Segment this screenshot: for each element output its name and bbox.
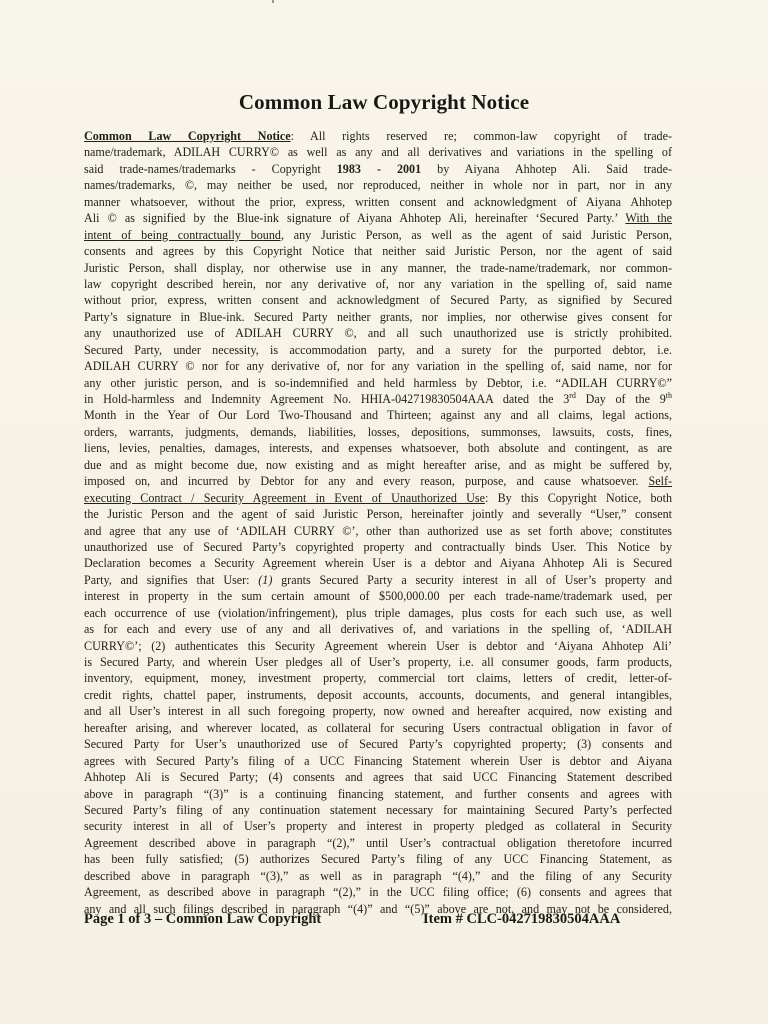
body-line xyxy=(84,720,672,736)
body-line xyxy=(84,621,672,637)
body-text-segment: security interest in all of User’s property and interest in property pledged as collateral in Security xyxy=(84,819,672,834)
body-line xyxy=(84,555,672,571)
body-line xyxy=(84,227,672,243)
body-text-segment: Juristic Person, shall display, nor otherwise use in any manner, the trade-name/trademark, nor common- xyxy=(84,260,672,275)
body-text-segment: and all User’s interest in all such foregoing property, now owned and hereafter acquired, now existing and xyxy=(84,704,672,719)
body-text-segment: imposed on, and incurred by Debtor for any and every reason, purpose, and cause whatsoever. xyxy=(84,474,649,489)
body-line xyxy=(84,786,672,802)
body-text-segment: interest in property in the sum certain amount of $500,000.00 per each trade-name/trademark used, per xyxy=(84,589,672,604)
body-line xyxy=(84,884,672,900)
body-line xyxy=(84,753,672,769)
footer-item-number: Item # CLC-042719830504AAA xyxy=(423,911,621,927)
body-line xyxy=(84,670,672,686)
body-line xyxy=(84,144,672,160)
body-text-segment: Day of the 9 xyxy=(575,392,666,406)
body-line xyxy=(84,243,672,259)
body-text-segment: Ali © as signified by the Blue-ink signature of Aiyana Ahhotep Ali, hereinafter ‘Secured Party.’ xyxy=(84,211,626,226)
body-line xyxy=(84,588,672,604)
body-line xyxy=(84,769,672,785)
body-line xyxy=(84,325,672,341)
body-text-segment: agrees with Secured Party’s filing of a UCC Financing Statement wherein User is debtor and Aiyana xyxy=(84,753,672,768)
body-line xyxy=(84,638,672,654)
body-line xyxy=(84,818,672,834)
body-text-segment: rd xyxy=(569,391,576,400)
body-line xyxy=(84,868,672,884)
body-line xyxy=(84,703,672,719)
body-text-segment: in Hold-harmless and Indemnity Agreement No. HHIA-042719830504AAA dated the 3 xyxy=(84,392,570,406)
body-text-segment: ADILAH CURRY © nor for any derivative of, nor for any variation in the spelling of, said name, nor for xyxy=(84,359,672,374)
body-line xyxy=(84,654,672,670)
body-line xyxy=(84,342,672,358)
body-text-segment: the Juristic Person and the agent of said Juristic Person, hereinafter jointly and severally “User,” consent xyxy=(84,507,672,522)
body-line xyxy=(84,523,672,539)
body-line xyxy=(84,375,672,391)
body-line xyxy=(84,309,672,325)
body-text-segment: th xyxy=(665,391,672,400)
body-line xyxy=(84,605,672,621)
footer-page-info: Page 1 of 3 – Common Law Copyright xyxy=(84,911,322,927)
body-text-segment: consents and agrees by this Copyright Notice that neither said Juristic Person, nor the agent of said xyxy=(84,244,672,259)
body-text-segment: inventory, equipment, money, investment property, commercial tort claims, letters of credit, letter-of- xyxy=(84,671,672,686)
body-text-segment: : All rights reserved re; common-law copyright of trade- xyxy=(290,129,672,143)
body-line xyxy=(84,539,672,555)
body-text-segment: Self- xyxy=(648,474,672,489)
body-text-segment: With the xyxy=(625,211,672,226)
body-line xyxy=(84,802,672,818)
body-text-segment: Party, and signifies that User: xyxy=(84,572,259,587)
body-line xyxy=(84,835,672,851)
body-text-segment: names/trademarks, ©, may neither be used, nor reproduced, neither in whole nor in part, nor in any xyxy=(84,178,672,193)
body-text-segment: any Juristic Person, as well as the agent of said Juristic Person, xyxy=(283,227,672,242)
body-text-segment: each occurrence of use (violation/infringement), plus triple damages, plus costs for each such use, as well xyxy=(84,605,672,620)
body-text-segment: executing Contract / Security Agreement in Event of Unauthorized Use xyxy=(84,490,485,505)
body-line xyxy=(84,424,672,440)
body-text-segment: Common Law Copyright Notice xyxy=(84,129,291,143)
body-line xyxy=(84,687,672,703)
body-text-segment: without prior, express, written consent and acknowledgment of Secured Party, as signified by Secured xyxy=(84,293,672,308)
body-text-segment: law copyright described herein, nor any derivative of, nor any variation in the spelling of, said name xyxy=(84,276,672,291)
body-text-segment: Secured Party for User’s unauthorized use of Secured Party’s copyrighted property; (3) consents and xyxy=(84,737,672,752)
body-line xyxy=(84,161,672,177)
body-text-segment: above in paragraph “(3)” is a continuing financing statement, and further consents and agrees with xyxy=(84,786,672,801)
body-text-segment: any unauthorized use of ADILAH CURRY ©, and all such unauthorized use is strictly prohibited. xyxy=(84,326,672,341)
body-line xyxy=(84,210,672,226)
body-text-segment: said trade-names/trademarks - Copyright xyxy=(84,161,337,176)
document-title: Common Law Copyright Notice xyxy=(238,90,530,114)
body-text-segment: Agreement, as described above in paragraph “(2),” in the UCC filing office; (6) consents and agrees that xyxy=(84,885,672,900)
body-text-segment: : By this Copyright Notice, both xyxy=(484,490,672,505)
body-text-segment: intent of being contractually bound, xyxy=(84,227,284,242)
body-line xyxy=(84,506,672,522)
body-text-segment: and agree that any use of ‘ADILAH CURRY ©’, other than authorized use as set forth above; constitutes xyxy=(84,523,672,538)
body-text-segment: as for each and every use of any and all derivatives of, and variations in the spelling of, ‘ADILAH xyxy=(84,622,672,637)
body-text-segment: Declaration becomes a Security Agreement wherein User is a debtor and Aiyana Ahhotep Ali is Secured xyxy=(84,556,672,571)
body-line xyxy=(84,851,672,867)
body-line xyxy=(84,407,672,423)
body-line xyxy=(84,490,672,506)
body-line xyxy=(84,457,672,473)
body-line xyxy=(84,292,672,308)
body-text-segment: liens, levies, penalties, damages, interests, and expenses whatsoever, both absolute and contingent, as are xyxy=(84,441,672,456)
body-line xyxy=(84,276,672,292)
body-text-segment: Secured Party’s filing of any continuation statement necessary for maintaining Secured Party’s perfected xyxy=(84,802,672,817)
body-text-segment: Party’s signature in Blue-ink. Secured Party neither grants, nor implies, nor otherwise gives consent for xyxy=(84,309,672,324)
body-text-segment: by Aiyana Ahhotep Ali. Said trade- xyxy=(421,161,672,176)
body-text-segment: due and as might become due, now existing and as might hereafter arise, and as might be suffered by, xyxy=(84,457,672,472)
body-text-segment: credit rights, chattel paper, instruments, deposit accounts, accounts, documents, and general intangibles, xyxy=(84,687,672,702)
body-text-segment: has been fully satisfied; (5) authorizes Secured Party’s filing of any UCC Financing Statement, as xyxy=(84,852,672,867)
body-line xyxy=(84,473,672,489)
body-text-segment: manner whatsoever, without the prior, express, written consent and acknowledgment of Aiyana Ahhotep xyxy=(84,194,672,209)
body-line xyxy=(84,194,672,210)
body-text-segment: Agreement described above in paragraph “(2),” until User’s contractual obligation theretofore incurred xyxy=(84,835,672,850)
body-line xyxy=(84,572,672,588)
scan-speck xyxy=(272,0,274,3)
body-text-segment: name/trademark, ADILAH CURRY© as well as any and all derivatives and variations in the spelling of xyxy=(84,145,672,160)
body-text-segment: orders, warrants, judgments, demands, liabilities, losses, depositions, summonses, lawsuits, costs, fines, xyxy=(84,424,672,439)
body-text-segment: hereafter arising, and wherever located, as collateral for securing Users contractual obligation in favor of xyxy=(84,720,672,735)
body-line xyxy=(84,177,672,193)
body-text-segment: any and all such filings described in paragraph “(4)” and “(5)” above are not, and may not be considered, xyxy=(84,901,672,916)
body-line xyxy=(84,260,672,276)
body-text-segment: described above in paragraph “(3),” as well as in paragraph “(4),” and the filing of any Security xyxy=(84,868,672,883)
body-text-segment: is Secured Party, and wherein User pledges all of User’s property, i.e. all consumer goods, farm products, xyxy=(84,655,672,669)
body-text-segment: Ahhotep Ali is Secured Party; (4) consents and agrees that said UCC Financing Statement described xyxy=(84,770,672,785)
body-text-segment: grants Secured Party a security interest in all of User’s property and xyxy=(272,572,672,587)
body-line xyxy=(84,358,672,374)
body-text-segment: any other juristic person, and is so-indemnified and held harmless by Debtor, i.e. “ADILAH CURRY©” xyxy=(84,375,672,390)
body-text-segment: unauthorized use of Secured Party’s copyrighted property and contractually binds User. This Notice by xyxy=(84,539,672,554)
body-line xyxy=(84,128,672,144)
body-text-segment: (1) xyxy=(258,572,273,587)
body-text-segment: Secured Party, under necessity, is accommodation party, and a surety for the purported debtor, i.e. xyxy=(84,342,672,357)
body-text-segment: CURRY©’; (2) authenticates this Security Agreement wherein User is debtor and ‘Aiyana Ahhotep Ali’ xyxy=(84,638,672,653)
body-text-segment: 1983 - 2001 xyxy=(336,161,422,176)
body-line xyxy=(84,440,672,456)
body-line xyxy=(84,736,672,752)
body-text-segment: Month in the Year of Our Lord Two-Thousand and Thirteen; against any and all claims, legal actions, xyxy=(84,408,672,423)
notice-body xyxy=(84,128,672,917)
body-line xyxy=(84,391,672,407)
